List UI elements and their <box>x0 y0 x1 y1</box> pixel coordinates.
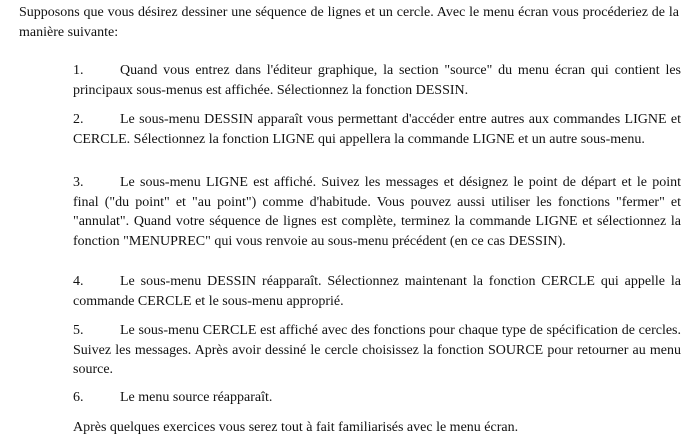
list-item-4 <box>73 272 681 311</box>
list-item-5 <box>73 321 681 380</box>
list-item-text: Le sous-menu DESSIN apparaît vous permettant d'accéder entre autres aux commandes LIGNE et CERCLE. Sélectionnez la fonction LIGNE qui appellera la commande LIGNE et un autre sous-menu. <box>73 112 681 147</box>
list-item-text: Le sous-menu DESSIN réapparaît. Sélectionnez maintenant la fonction CERCLE qui appelle la commande CERCLE et le sous-menu approprié. <box>73 274 681 309</box>
list-item-text: Le menu source réapparaît. <box>120 390 273 405</box>
list-item-number: 6. <box>73 390 84 405</box>
outro-paragraph: Après quelques exercices vous serez tout à fait familiarisés avec le menu écran. <box>73 420 519 435</box>
list-item-1 <box>73 61 681 100</box>
list-item-number: 5. <box>73 323 84 338</box>
list-item-text: Le sous-menu CERCLE est affiché avec des fonctions pour chaque type de spécification de cercles. Suivez les messages. Après avoir dessiné le cercle choisissez la fonction SOURCE pour retourner au menu source. <box>73 323 681 377</box>
list-item-6 <box>73 388 681 408</box>
list-item-text: Le sous-menu LIGNE est affiché. Suivez les messages et désignez le point de départ et le point final ("du point" et "au point") comme d'habitude. Vous pouvez aussi utiliser les fonctions "fermer" et "annulat". Quand votre séquence de lignes est complète, terminez la commande LIGNE et sélectionnez la fonction "MENUPREC" qui vous renvoie au sous-menu précédent (en ce cas DESSIN). <box>73 175 681 249</box>
list-item-2 <box>73 110 681 149</box>
list-item-number: 2. <box>73 112 84 127</box>
list-item-number: 1. <box>73 63 84 78</box>
list-item-text: Quand vous entrez dans l'éditeur graphique, la section "source" du menu écran qui contient les principaux sous-menus est affichée. Sélectionnez la fonction DESSIN. <box>73 63 681 98</box>
list-item-number: 3. <box>73 175 84 190</box>
list-item-number: 4. <box>73 274 84 289</box>
intro-paragraph: Supposons que vous désirez dessiner une séquence de lignes et un cercle. Avec le menu écran vous procéderiez de la manière suivante: <box>19 5 679 40</box>
list-item-3 <box>73 173 681 251</box>
